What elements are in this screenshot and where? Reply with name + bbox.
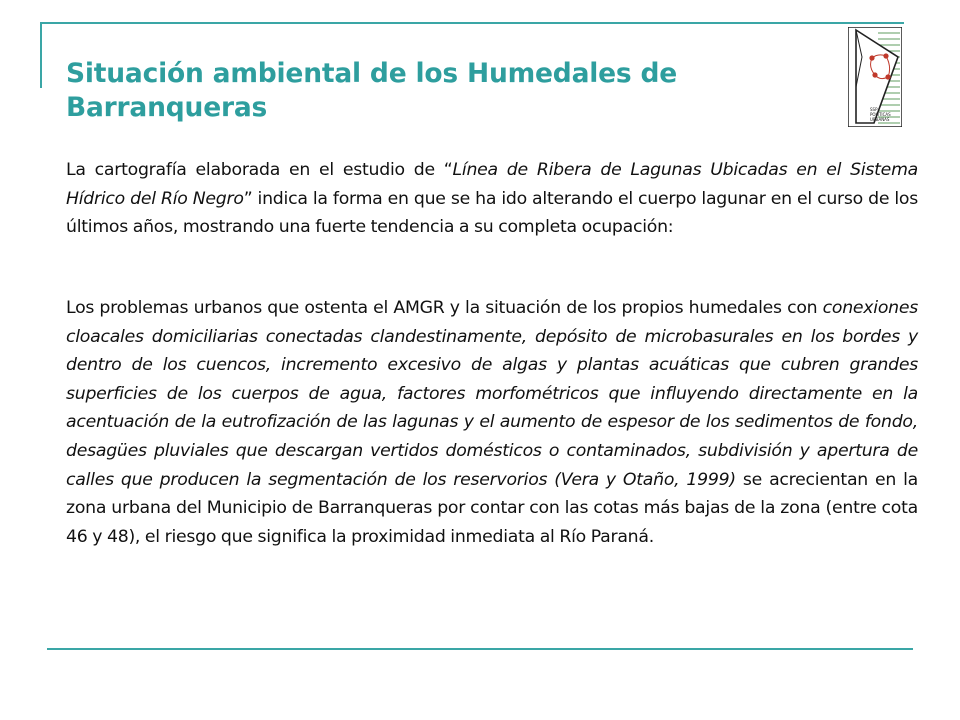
study-title: Línea de Ribera de Lagunas Ubicadas en el Sistema Hídrico del Río Negro (66, 160, 918, 209)
logo-text-line3: URBANAS (870, 117, 890, 122)
paragraph-cartography (66, 156, 918, 242)
bottom-rule (47, 648, 913, 650)
logo-text-line2: POLITICAS (870, 112, 891, 117)
paragraph-problems-intro: Los problemas urbanos que ostenta el AMGR y la situación de los propios humedales con (66, 298, 823, 318)
left-rule (40, 22, 42, 88)
paragraph-cartography-intro: La cartografía elaborada en el estudio de “ (66, 160, 453, 180)
paragraph-urban-problems (66, 294, 918, 551)
paragraph-problems-rest: se acrecientan en la zona urbana del Municipio de Barranqueras por contar con las cotas más bajas de la zona (entre cota 46 y 48), el riesgo que significa la proximidad inmediata al Río Paraná. (66, 469, 918, 547)
slide-title: Situación ambiental de los Humedales de Barranqueras (66, 58, 678, 123)
problems-list: conexiones cloacales domiciliarias conectadas clandestinamente, depósito de microbasurales en los bordes y dentro de los cuencos, incremento excesivo de algas y plantas acuáticas que cubren grandes superficies de los cuerpos de agua, factores morfométricos que influyendo directamente en la acentuación de la eutrofización de las lagunas y el aumento de espesor de los sedimentos de fondo, desagües pluviales que descargan vertidos domésticos o contaminados, subdivisión y apertura de calles que producen la segmentación de los reservorios (Vera y Otaño, 1999) (66, 298, 918, 490)
top-rule (40, 22, 904, 24)
logo-text-line1: SSP (870, 107, 878, 112)
institution-logo (848, 27, 902, 127)
paragraph-cartography-rest: ” indica la forma en que se ha ido alterando el cuerpo lagunar en el curso de los últimos años, mostrando una fuerte tendencia a su completa ocupación: (66, 188, 919, 238)
